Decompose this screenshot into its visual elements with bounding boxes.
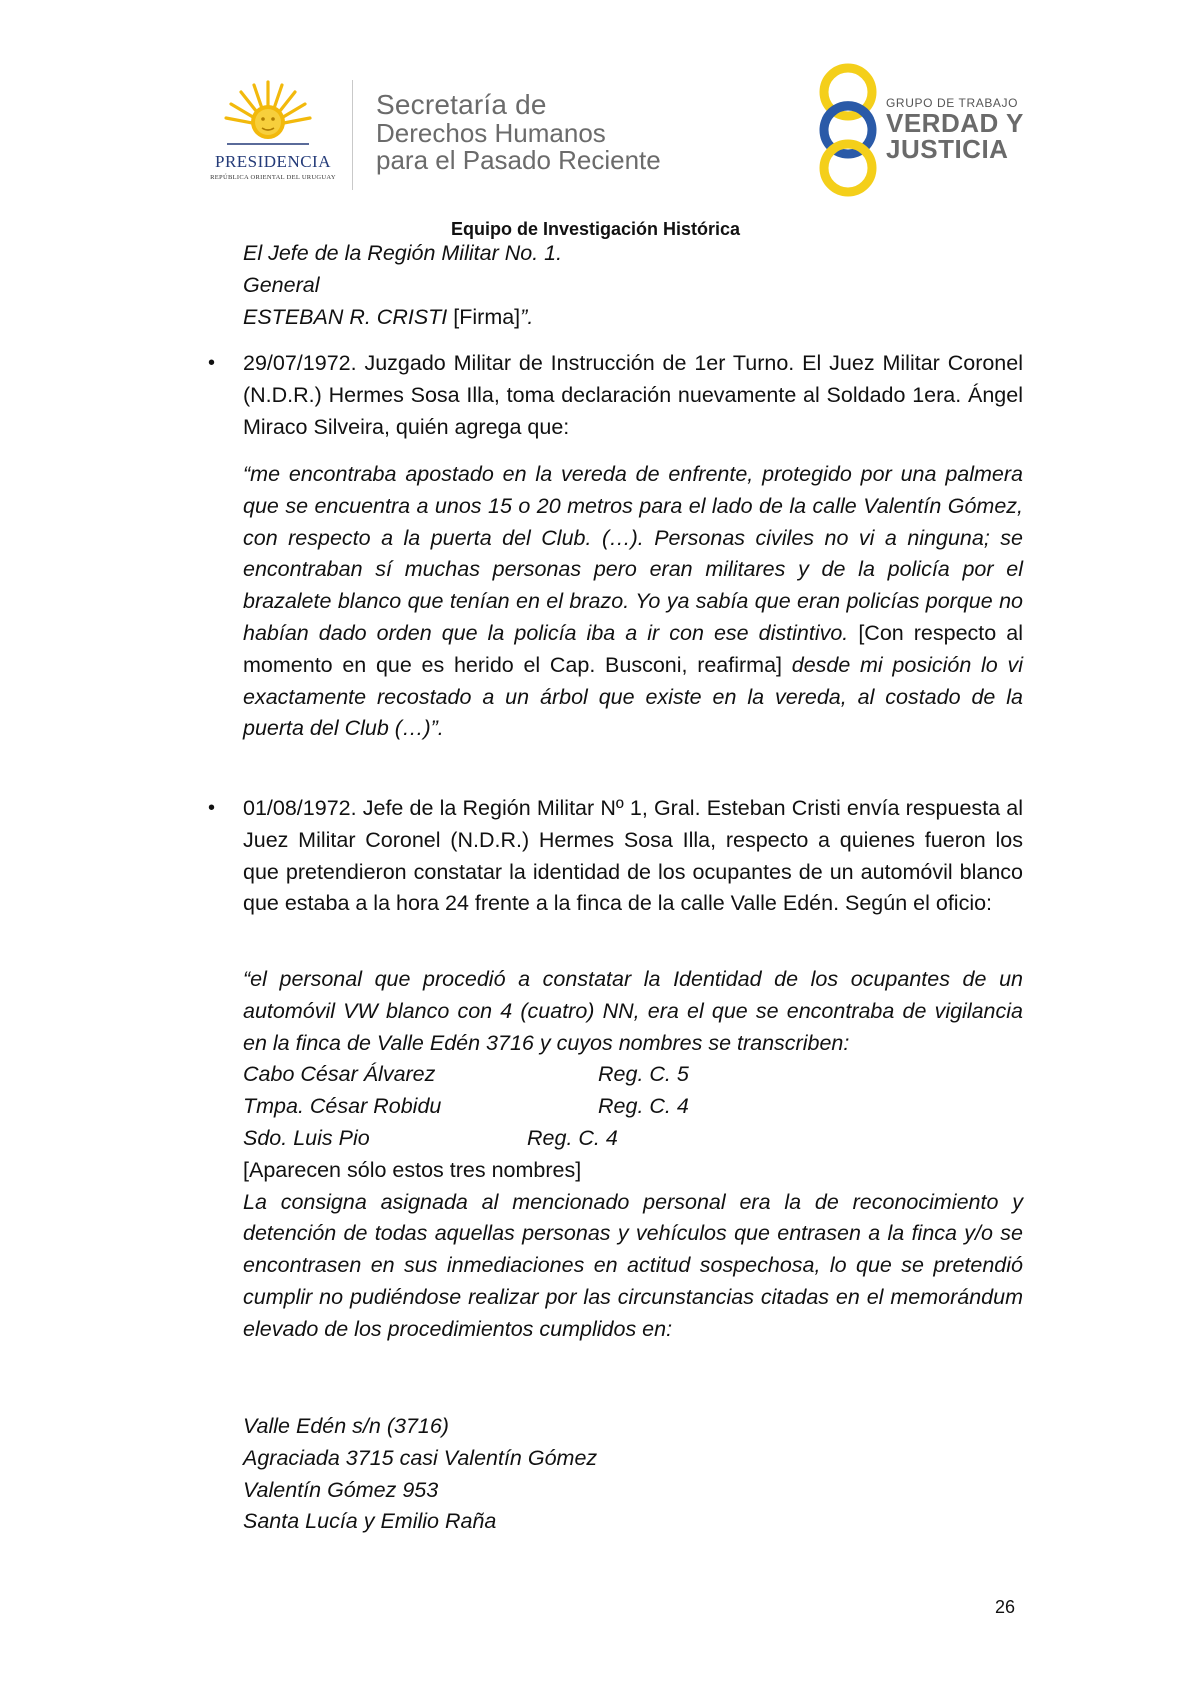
places-list [243,1411,1023,1538]
quote-1-part-1: “me encontraba apostado en la vereda de enfrente, protegido por una palmera que se encuentra a unos 15 o 20 metros para el lado de la calle Valentín Gómez, con respecto a la puerta del Club. (…). Personas civiles no vi a ninguna; se encontraban sí muchas personas pero eran militares y de la policía por el brazalete blanco que tenían en el brazo. Yo ya sabía que eran policías porque no habían dado orden que la policía iba a ir con ese distintivo. [243,462,1023,645]
personnel-row [243,1091,1023,1123]
place-item: Agraciada 3715 casi Valentín Gómez [243,1445,598,1470]
presidencia-logo [198,78,348,188]
secretaria-logo-text [376,90,661,174]
personnel-unit: Reg. C. 4 [527,1125,618,1150]
gtvj-line-2: JUSTICIA [886,134,1009,164]
place-item: Valle Edén s/n (3716) [243,1414,449,1438]
quote-2-intro: “el personal que procedió a constatar la Identidad de los ocupantes de un automóvil VW blanco con 4 (cuatro) NN, era el que se encontraba de vigilancia en la finca de Valle Edén 3716 y cuyos nombres se transcriben: [243,967,1023,1055]
quote-1-part-2: [Con respecto al momento en que es herido el Cap. Busconi, reafirma] [243,620,1024,677]
signature-firma: [Firma] [447,304,521,329]
gtvj-small-line: GRUPO DE TRABAJO [886,96,1019,110]
personnel-unit: Reg. C. 5 [598,1062,689,1087]
quote-1 [243,459,1023,745]
personnel-row [243,1059,1023,1091]
page-header [0,60,1191,200]
presidencia-subtitle: REPÚBLICA ORIENTAL DEL URUGUAY [210,174,336,181]
signature-line-2: General [243,272,320,297]
header-divider [352,80,353,190]
personnel-name: Tmpa. César Robidu [243,1094,442,1119]
signature-line-3 [243,302,1023,334]
team-title: Equipo de Investigación Histórica [450,219,741,239]
personnel-name: Sdo. Luis Pio [243,1125,370,1150]
quote-2-consigna: La consigna asignada al mencionado personal era la de reconocimiento y detención de todas aquellas personas y vehículos que entrasen a la finca y/o se encontrasen en sus inmediaciones en actitud sospechosa, lo que se pretendió cumplir no pudiéndose realizar por las circunstancias citadas en el memorándum elevado de los procedimientos cumplidos en: [243,1189,1023,1341]
signature-name: ESTEBAN R. CRISTI [243,304,448,329]
verdad-justicia-logo-text [886,96,1024,162]
quote-1-part-3: desde mi posición lo vi exactamente recostado a un árbol que existe en la vereda, al costado de la puerta del Club (…)”. [243,652,1023,741]
secretaria-line-2: Derechos Humanos [376,118,606,148]
secretaria-line-1: Secretaría de [376,89,547,120]
quote-2-note: [Aparecen sólo estos tres nombres] [243,1157,582,1182]
bullet-marker: • [208,797,216,819]
verdad-justicia-rings-icon [808,60,888,200]
signature-end: ”. [520,304,534,329]
place-item: Valentín Gómez 953 [243,1477,439,1502]
personnel-name: Cabo César Álvarez [243,1062,436,1087]
quote-2 [243,964,1023,1346]
bullet-paragraph-2: 01/08/1972. Jefe de la Región Militar Nº 1, Gral. Esteban Cristi envía respuesta al Juez Militar Coronel (N.D.R.) Hermes Sosa Illa, respecto a quienes fueron los que pretendieron constatar la identidad de los ocupantes de un automóvil blanco que estaba a la hora 24 frente a la finca de la calle Valle Edén. Según el oficio: [243,796,1023,916]
personnel-row [243,1123,1023,1155]
page-number: 26 [995,1597,1016,1617]
bullet-marker: • [208,352,216,374]
sun-icon [223,78,313,148]
signature-line-1: El Jefe de la Región Militar No. 1. [243,241,563,265]
bullet-paragraph-1: 29/07/1972. Juzgado Militar de Instrucción de 1er Turno. El Juez Militar Coronel (N.D.R.) Hermes Sosa Illa, toma declaración nuevamente al Soldado 1era. Ángel Miraco Silveira, quién agrega que: [243,351,1023,439]
place-item: Santa Lucía y Emilio Raña [243,1509,497,1534]
gtvj-line-1: VERDAD Y [886,108,1024,138]
secretaria-line-3: para el Pasado Reciente [376,145,661,175]
presidencia-title: PRESIDENCIA [214,152,331,171]
signature-block [243,238,1023,333]
personnel-unit: Reg. C. 4 [598,1094,689,1119]
